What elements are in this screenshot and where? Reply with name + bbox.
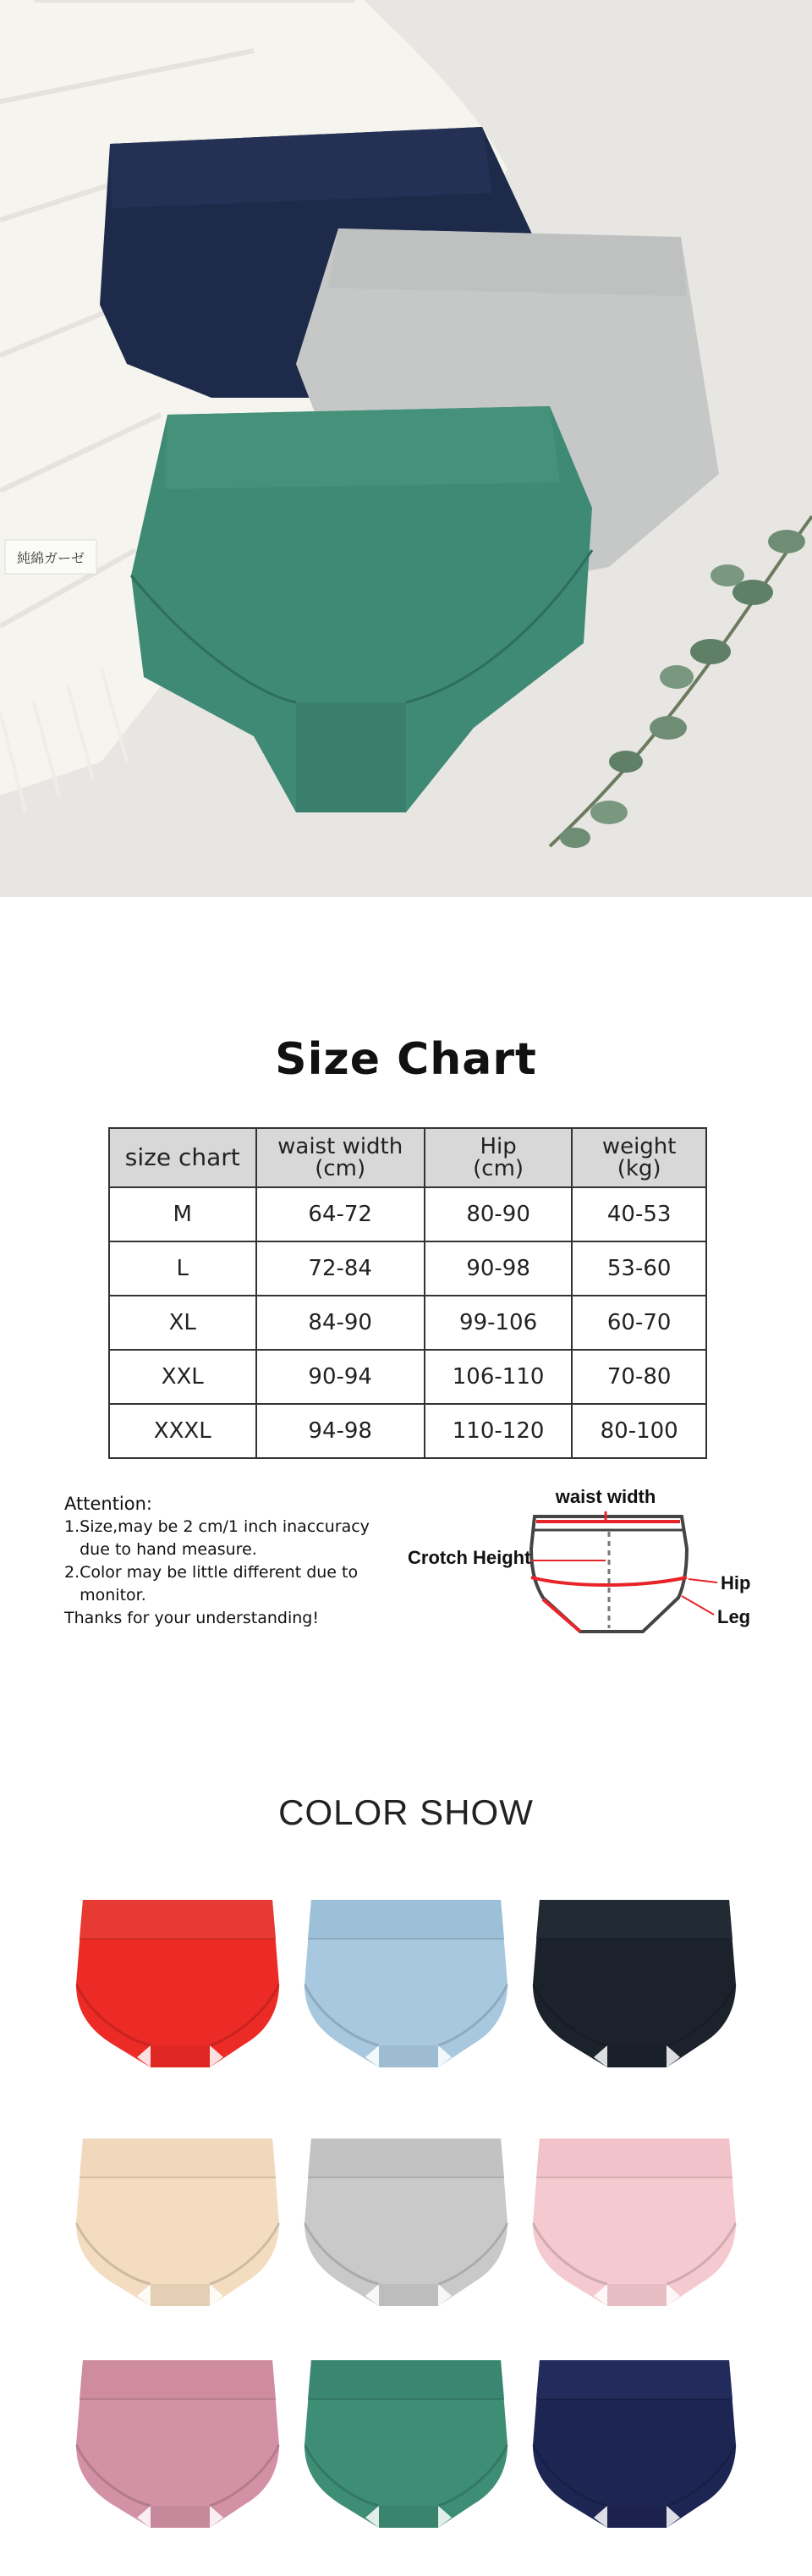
attention-line: 1.Size,may be 2 cm/1 inch inaccuracy (64, 1517, 370, 1536)
size-cell: XXXL (109, 1404, 256, 1458)
weight-cell: 40-53 (572, 1187, 706, 1241)
weight-cell: 53-60 (572, 1241, 706, 1296)
leg-pointer (682, 1596, 714, 1615)
attention-note (64, 1493, 420, 1630)
color-swatch-red[interactable] (68, 1883, 288, 2078)
product-hero-photo (0, 0, 812, 897)
waist-cell: 72-84 (256, 1241, 425, 1296)
leg-label: Leg (717, 1606, 751, 1627)
weight-cell: 60-70 (572, 1296, 706, 1350)
header-weight: weight (kg) (572, 1128, 706, 1187)
size-cell: L (109, 1241, 256, 1296)
table-row (109, 1241, 706, 1296)
table-row (109, 1187, 706, 1241)
size-cell: XXL (109, 1350, 256, 1404)
attention-title: Attention: (64, 1494, 152, 1514)
attention-line: 2.Color may be little different due to (64, 1563, 359, 1582)
header-size-chart: size chart (109, 1128, 256, 1187)
table-row (109, 1296, 706, 1350)
weight-cell: 70-80 (572, 1350, 706, 1404)
color-swatch-navy[interactable] (524, 2343, 744, 2538)
color-swatch-bean-paste[interactable] (68, 2343, 288, 2538)
hip-pointer (689, 1579, 717, 1582)
color-swatch-light-blue[interactable] (296, 1883, 516, 2078)
color-swatch-green[interactable] (296, 2343, 516, 2538)
waist-width-label: waist width (555, 1486, 656, 1507)
crotch-height-label: Crotch Height (408, 1547, 531, 1568)
size-chart-title: Size Chart (275, 1034, 537, 1085)
measurement-diagram (403, 1483, 766, 1643)
size-cell: XL (109, 1296, 256, 1350)
size-chart-header-row (109, 1128, 706, 1187)
attention-line: due to hand measure. (64, 1540, 257, 1559)
hip-cell: 99-106 (425, 1296, 572, 1350)
table-row (109, 1350, 706, 1404)
hip-cell: 80-90 (425, 1187, 572, 1241)
weight-cell: 80-100 (572, 1404, 706, 1458)
hip-label: Hip (721, 1572, 751, 1593)
table-row (109, 1404, 706, 1458)
waist-cell: 90-94 (256, 1350, 425, 1404)
hip-cell: 110-120 (425, 1404, 572, 1458)
header-hip: Hip (cm) (425, 1128, 572, 1187)
size-chart-table (108, 1127, 707, 1459)
attention-line: Thanks for your understanding! (64, 1609, 319, 1627)
hip-cell: 90-98 (425, 1241, 572, 1296)
color-swatch-pink[interactable] (524, 2122, 744, 2316)
attention-line: monitor. (64, 1586, 146, 1604)
header-waist-width: waist width (cm) (256, 1128, 425, 1187)
color-swatch-gray[interactable] (296, 2122, 516, 2316)
color-swatch-black[interactable] (524, 1883, 744, 2078)
waist-cell: 94-98 (256, 1404, 425, 1458)
hip-cell: 106-110 (425, 1350, 572, 1404)
size-cell: M (109, 1187, 256, 1241)
color-swatch-skin[interactable] (68, 2122, 288, 2316)
svg-text:純綿ガーゼ: 純綿ガーゼ (17, 550, 85, 566)
scarf-tag (5, 540, 96, 574)
waist-cell: 64-72 (256, 1187, 425, 1241)
color-show-title: COLOR SHOW (278, 1792, 534, 1832)
waist-cell: 84-90 (256, 1296, 425, 1350)
